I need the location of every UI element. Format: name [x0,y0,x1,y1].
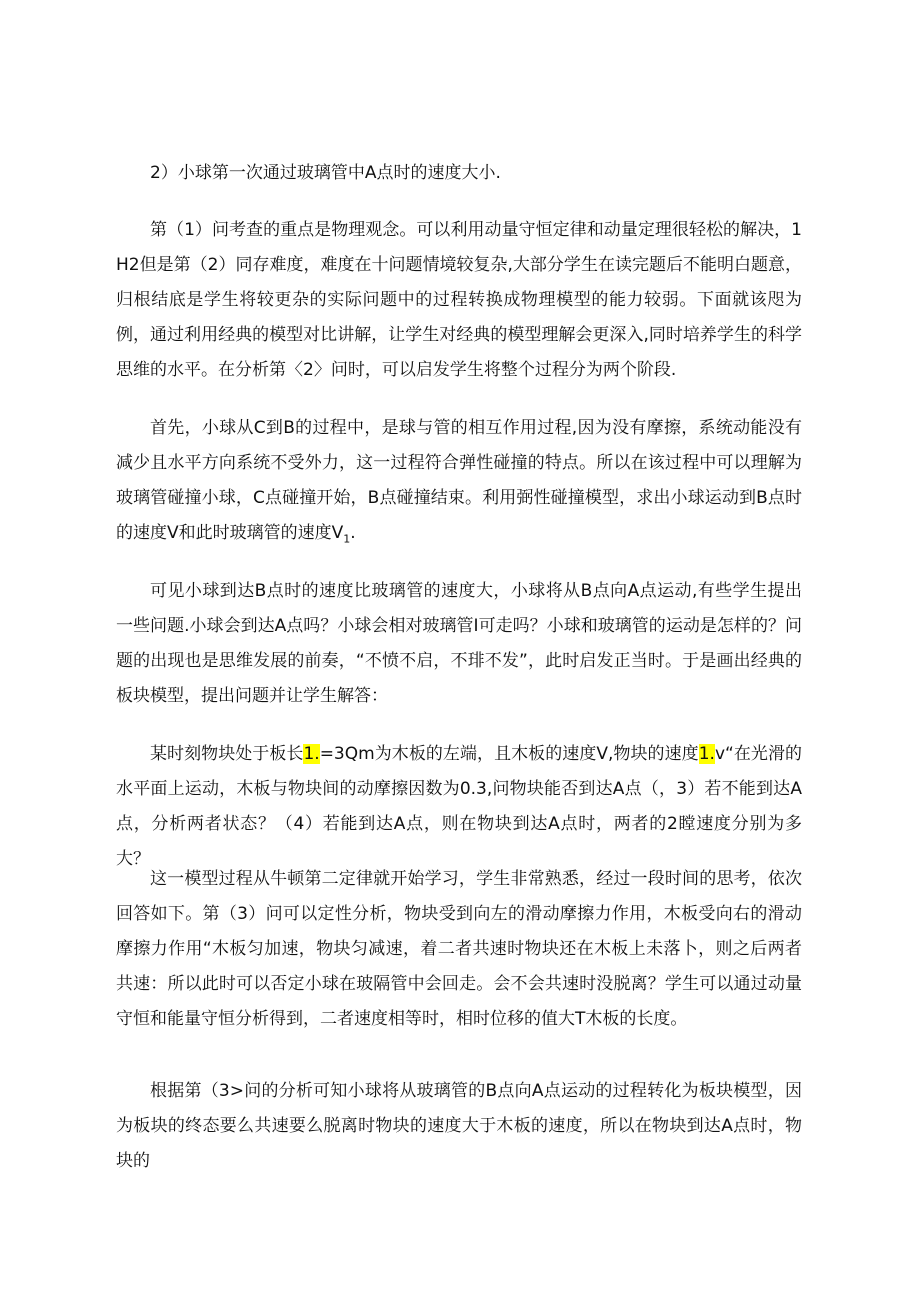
analysis-paragraph: 第（1）问考查的重点是物理观念。可以利用动量守恒定律和动量定理很轻松的解决，1H2但是第（2）同存难度，难度在十问题情境较复杂,大部分学生在读完题后不能明白题意，归根结底是学生将较更杂的实际问题中的过程转换成物理模型的能力较弱。下面就该咫为例，通过利用经典的模型对比讲解，让学生对经典的模型理解会更深入,同时培养学生的科学思维的水平。在分析第〈2〉问时，可以启发学生将整个过程分为两个阶段. [116,220,802,380]
problem-text-1: 某时刻物块处于板长 [150,744,304,764]
student-questions-paragraph: 可见小球到达B点时的速度比玻璃管的速度大，小球将从B点向A点运动,有些学生提出一些问题.小球会到达A点吗？小球会相对玻璃管I可走吗？小球和玻璃管的运动是怎样的？问题的出现也是思维发展的前奏，“不愤不启，不琲不发”，此时启发正当时。于是画出经典的板块模型，提出问题并让学生解答： [116,581,802,706]
conclusion-paragraph: 根据第（3>问的分析可知小球将从玻璃管的B点向A点运动的过程转化为板块模型，因为板块的终态要么共速要么脱离时物块的速度大于木板的速度，所以在物块到达A点时，物块的 [116,1081,802,1171]
collision-stage-text: 首先，小球从C到B的过程中，是球与管的相互作用过程,因为没有摩擦，系统动能没有减少且水平方向系统不受外力，这一过程符合弹性碰撞的特点。所以在该过程中可以理解为玻璃管碰撞小球，C点碰撞开始，B点碰撞结束。利用弼性碰撞模型，求出小球运动到B点时的速度V和此时玻璃管的速度V [116,418,802,543]
board-block-problem-paragraph [116,737,802,877]
velocity-subscript: 1 [343,532,351,546]
collision-stage-paragraph [116,411,802,551]
question-part-2: 2）小球第一次通过玻璃管中A点时的速度大小. [150,163,501,183]
problem-text-2: =3Qm为木板的左端，且木板的速度V,物块的速度 [319,744,699,764]
highlight-mark-1: 1. [303,744,320,764]
model-answer-paragraph: 这一模型过程从牛顿第二定律就开始学习，学生非常熟悉，经过一段时间的思考，依次回答如下。第（3）问可以定性分析，物块受到向左的滑动摩擦力作用，木板受向右的滑动摩擦力作用“木板匀加速，物块匀减速，着二者共速时物块还在木板上未落卜，则之后两者共速：所以此时可以否定小球在玻隔管中会回走。会不会共速时没脱离？学生可以通过动量守恒和能量守恒分析得到，二者速度相等时，相时位移的值大T木板的长度。 [116,869,802,1029]
collision-stage-end: . [350,523,356,543]
highlight-mark-2: 1. [698,744,715,764]
problem-text-3: v“在光滑的水平面上运动，木板与物块间的动摩擦因数为0.3,问物块能否到达A点（，3）若不能到达A点，分析两者状态？（4）若能到达A点，则在物块到达A点时，两者的2瞠速度分别为多大？ [116,744,803,869]
